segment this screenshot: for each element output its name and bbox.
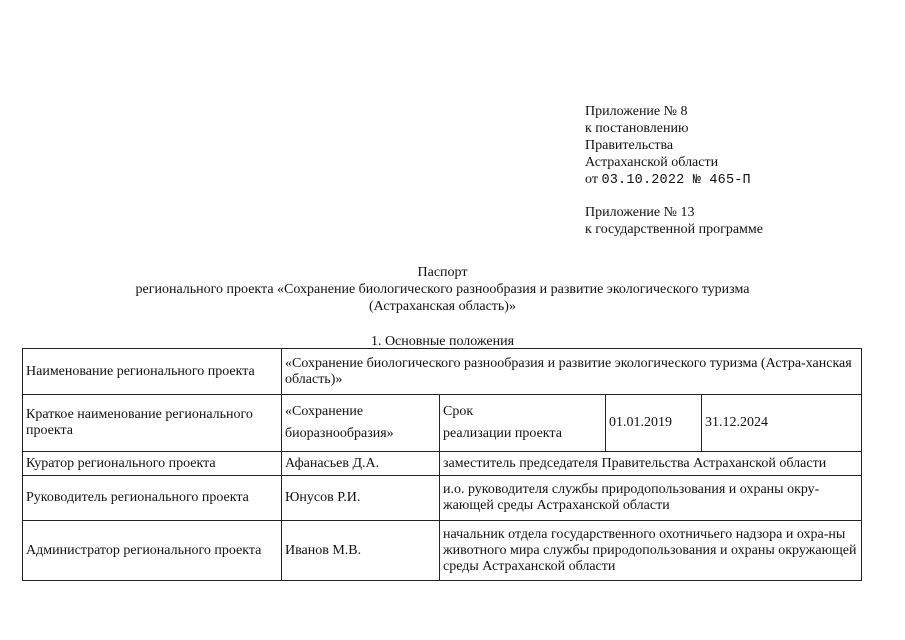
table-row xyxy=(23,395,862,452)
person-position: заместитель председателя Правительства Астраханской области xyxy=(440,452,862,476)
row-label: Наименование регионального проекта xyxy=(23,349,282,395)
annex-line: Астраханской области xyxy=(585,155,719,170)
row-label: Администратор регионального проекта xyxy=(23,521,282,581)
term-label-line: Срок xyxy=(443,404,474,419)
short-name-cell xyxy=(282,395,440,452)
table-row xyxy=(23,349,862,395)
table-row xyxy=(23,476,862,521)
annex-line: Приложение № 8 xyxy=(585,104,688,119)
person-name: Афанасьев Д.А. xyxy=(282,452,440,476)
main-provisions-table xyxy=(22,348,862,581)
person-name: Юнусов Р.И. xyxy=(282,476,440,521)
term-label-line: реализации проекта xyxy=(443,426,562,441)
person-position: и.о. руководителя службы природопользования и охраны окру-жающей среды Астраханской области xyxy=(440,476,862,521)
section-heading: 1. Основные положения xyxy=(370,334,515,349)
short-name-line: «Сохранение xyxy=(285,404,364,419)
short-name-line: биоразнообразия» xyxy=(285,426,394,441)
end-date: 31.12.2024 xyxy=(702,395,862,452)
title-line: (Астраханская область)» xyxy=(369,299,516,314)
row-label: Краткое наименование регионального проекта xyxy=(23,395,282,452)
annex-line: к государственной программе xyxy=(585,222,763,237)
table-row xyxy=(23,452,862,476)
title-line: Паспорт xyxy=(417,265,468,280)
row-label: Куратор регионального проекта xyxy=(23,452,282,476)
project-name: «Сохранение биологического разнообразия и развитие экологического туризма (Астра-ханская область)» xyxy=(282,349,862,395)
annex-header xyxy=(585,103,763,238)
term-label-cell xyxy=(440,395,606,452)
annex-line: Правительства xyxy=(585,138,674,153)
person-position: начальник отдела государственного охотничьего надзора и охра-ны животного мира службы природопользования и охраны окружающей среды Астраханской области xyxy=(440,521,862,581)
title-line: регионального проекта «Сохранение биологического разнообразия и развитие экологического туризма xyxy=(135,282,750,297)
table-row xyxy=(23,521,862,581)
annex-date-value: 03.10.2022 № 465-П xyxy=(601,173,751,188)
passport-title xyxy=(0,264,885,315)
row-label: Руководитель регионального проекта xyxy=(23,476,282,521)
person-name: Иванов М.В. xyxy=(282,521,440,581)
annex-date-prefix: от xyxy=(585,172,598,187)
annex-date-line xyxy=(585,171,763,189)
annex-line: Приложение № 13 xyxy=(585,205,695,220)
annex-line: к постановлению xyxy=(585,121,689,136)
start-date: 01.01.2019 xyxy=(606,395,702,452)
